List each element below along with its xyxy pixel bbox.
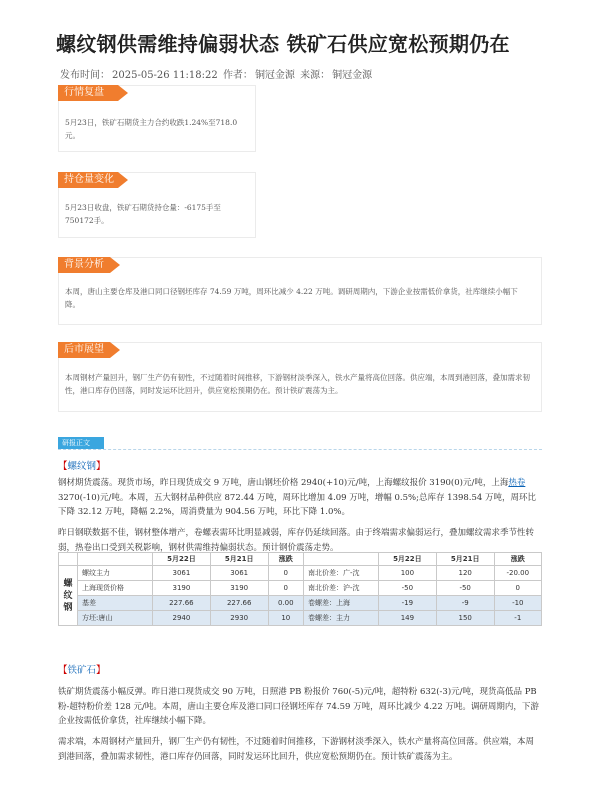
rebar-subheading: [58, 458, 106, 472]
source: 铜冠金源: [332, 70, 373, 81]
bracket: 】: [96, 665, 106, 676]
section-label-char: 纹: [63, 590, 73, 601]
table-cell: 3061: [153, 566, 211, 581]
publish-time: 2025-05-26 11:18:22: [112, 70, 218, 81]
row-label: 卷螺差：上海: [303, 596, 378, 611]
rebar-market-table: [58, 552, 542, 626]
table-cell: 149: [378, 611, 436, 626]
iron-ore-link[interactable]: 铁矿石: [67, 665, 97, 676]
iron-ore-subheading: [58, 662, 106, 676]
table-cell: -9: [436, 596, 494, 611]
section-outlook: [58, 342, 542, 412]
table-row: [59, 596, 542, 611]
table-cell: -19: [378, 596, 436, 611]
article-title: 螺纹钢供需维持偏弱状态 铁矿石供应宽松预期仍在: [56, 32, 510, 56]
bracket: 【: [58, 665, 68, 676]
row-label: 南北价差：沪-沈: [303, 581, 378, 596]
section-text: 5月23日，铁矿石期货主力合约收跌1.24%至718.0元。: [65, 118, 238, 140]
table-cell: 10: [268, 611, 303, 626]
section-text: 本周，唐山主要仓库及港口同口径钢坯库存 74.59 万吨，周环比减少 4.22 万吨。调研周期内，下游企业按需低价拿货，社库继续小幅下降。: [65, 287, 518, 309]
table-row: [59, 581, 542, 596]
table-cell: 0: [268, 581, 303, 596]
section-text: 本周钢材产量回升，钢厂生产仍有韧性，不过随着时间推移，下游钢材淡季深入，铁水产量将高位回落。供应端，本周到港回落，叠加需求韧性，港口库存仍回落，同时发运环比回升，供应宽松预期仍在。预计铁矿震荡为主。: [65, 373, 530, 395]
report-body-tag: 研报正文: [58, 437, 104, 449]
section-market-review: [58, 85, 256, 152]
rebar-paragraph-1: [58, 476, 542, 520]
table-header-cell: [303, 553, 378, 566]
rebar-link[interactable]: 螺纹钢: [67, 461, 97, 472]
table-header-cell: 5月21日: [436, 553, 494, 566]
table-section-label: [59, 566, 78, 626]
bracket: 】: [96, 461, 106, 472]
table-header-cell: 5月22日: [378, 553, 436, 566]
table-cell: 150: [436, 611, 494, 626]
divider: [58, 449, 542, 450]
table-header-cell: 5月22日: [153, 553, 211, 566]
section-label-char: 螺: [63, 578, 73, 589]
section-heading: 后市展望: [58, 342, 110, 358]
author: 铜冠金源: [254, 70, 295, 81]
rebar-text: 3270(-10)元/吨。本周，五大钢材品种供应 872.44 万吨，周环比增加 4.09 万吨，增幅 0.5%;总库存 1398.54 万吨，周环比下降 32.12 万吨，降幅 2.2%，周消费量为 904.56 万吨，环比下降 1.0%。: [58, 492, 537, 517]
row-label: 基差: [78, 596, 153, 611]
table-cell: 120: [436, 566, 494, 581]
bracket: 【: [58, 461, 68, 472]
row-label: 上海现货价格: [78, 581, 153, 596]
table-cell: 0.00: [268, 596, 303, 611]
row-label: 卷螺差：主力: [303, 611, 378, 626]
section-heading: 行情复盘: [58, 85, 118, 101]
author-label: 作者：: [222, 70, 253, 81]
source-label: 来源：: [300, 70, 331, 81]
table-cell: 3190: [153, 581, 211, 596]
table-row: [59, 566, 542, 581]
table-header-cell: 涨跌: [268, 553, 303, 566]
table-row: [59, 611, 542, 626]
table-cell: -20.00: [494, 566, 541, 581]
table-header-cell: 涨跌: [494, 553, 541, 566]
hot-coil-link[interactable]: 热卷: [508, 478, 526, 488]
table-header-row: [59, 553, 542, 566]
table-header-cell: [59, 553, 78, 566]
row-label: 方坯:唐山: [78, 611, 153, 626]
table-cell: 0: [494, 581, 541, 596]
table-cell: 227.66: [210, 596, 268, 611]
publish-label: 发布时间：: [60, 70, 110, 81]
table-cell: -50: [378, 581, 436, 596]
table-cell: 2940: [153, 611, 211, 626]
section-position-change: [58, 172, 256, 238]
table-cell: -50: [436, 581, 494, 596]
section-label-char: 钢: [63, 602, 73, 613]
iron-ore-paragraph-2: 需求端，本周钢材产量回升，钢厂生产仍有韧性，不过随着时间推移，下游钢材淡季深入，铁水产量将高位回落。供应端，本周到港回落，叠加需求韧性，港口库存仍回落，同时发运环比回升，供应宽松预期仍在。预计铁矿震荡为主。: [58, 737, 535, 762]
iron-ore-paragraph-1: 铁矿期货震荡小幅反弹。昨日港口现货成交 90 万吨，日照港 PB 粉报价 760(-5)元/吨，超特粉 632(-3)元/吨，现货高低品 PB 粉-超特粉价差 128 元/吨。本周，唐山主要仓库及港口同口径钢坯库存 74.59 万吨，周环比减少 4.22 万吨。调研周期内，下游企业按需低价拿货，社库继续小幅下降。: [58, 687, 539, 726]
table-cell: 3190: [210, 581, 268, 596]
table-cell: 2930: [210, 611, 268, 626]
section-background: [58, 257, 542, 325]
article-meta: [60, 66, 374, 81]
section-heading: 持仓量变化: [58, 172, 118, 188]
table-cell: -1: [494, 611, 541, 626]
section-heading: 背景分析: [58, 257, 110, 273]
table-cell: 227.66: [153, 596, 211, 611]
table-header-cell: 5月21日: [210, 553, 268, 566]
row-label: 南北价差：广-沈: [303, 566, 378, 581]
table-header-cell: [78, 553, 153, 566]
rebar-text: 钢材期货震荡。现货市场，昨日现货成交 9 万吨，唐山钢坯价格 2940(+10)元/吨，上海螺纹报价 3190(0)元/吨，上海: [58, 478, 509, 488]
table-cell: 0: [268, 566, 303, 581]
rebar-paragraph-2: 昨日钢联数据不佳，钢材整体增产，卷螺表需环比明显减弱，库存仍延续回落。由于终端需求偏弱运行，叠加螺纹需求季节性转弱，热卷出口受到关税影响，钢材供需维持偏弱状态。预计钢价震荡走势。: [58, 528, 535, 553]
table-cell: 100: [378, 566, 436, 581]
section-text: 5月23日收盘，铁矿石期货持仓量：-6175手至750172手。: [65, 203, 221, 225]
table-cell: -10: [494, 596, 541, 611]
row-label: 螺纹主力: [78, 566, 153, 581]
table-cell: 3061: [210, 566, 268, 581]
